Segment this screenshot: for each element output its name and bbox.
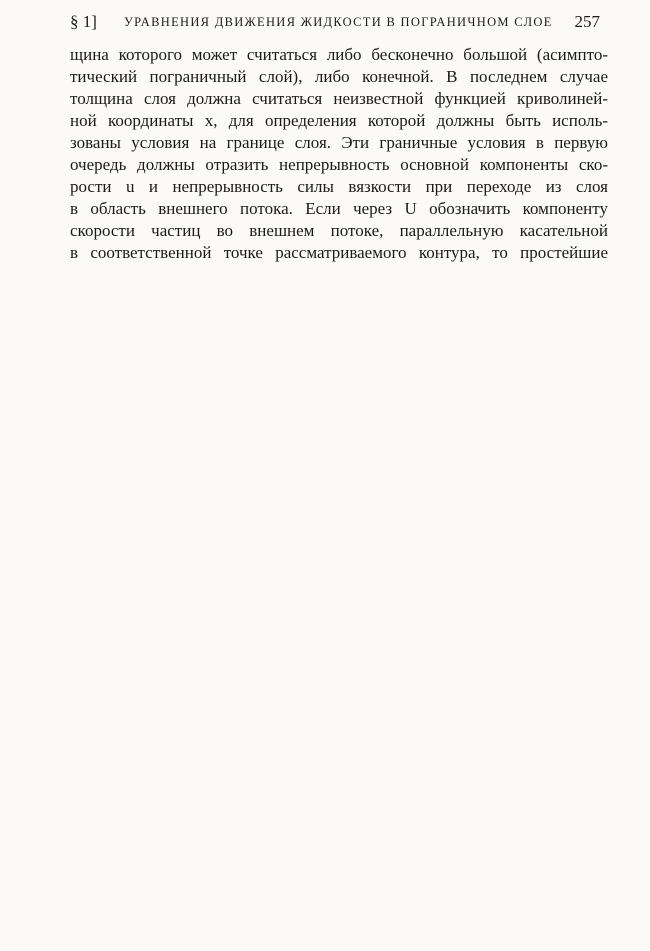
- text-line: толщина слоя должна считаться неизвестной функцией криволиней-: [70, 89, 608, 108]
- page-number: 257: [574, 12, 600, 31]
- text-line: тический пограничный слой), либо конечной. В последнем случае: [70, 67, 608, 86]
- running-title: УРАВНЕНИЯ ДВИЖЕНИЯ ЖИДКОСТИ В ПОГРАНИЧНОМ СЛОЕ: [124, 15, 553, 29]
- text-line: очередь должны отразить непрерывность основной компоненты ско-: [70, 155, 608, 174]
- text-line: щина которого может считаться либо бесконечно большой (асимпто-: [70, 45, 608, 64]
- text-line: ной координаты x, для определения которой должны быть исполь-: [70, 111, 608, 130]
- running-header: [70, 12, 600, 34]
- text-line: в соответственной точке рассматриваемого контура, то простейшие: [70, 243, 608, 262]
- text-line: в область внешнего потока. Если через U обозначить компоненту: [70, 199, 608, 218]
- text-line: рости u и непрерывность силы вязкости при переходе из слоя: [70, 177, 608, 196]
- text-line: зованы условия на границе слоя. Эти граничные условия в первую: [70, 133, 608, 152]
- text-line: скорости частиц во внешнем потоке, параллельную касательной: [70, 221, 608, 240]
- section-mark: § 1]: [70, 12, 97, 31]
